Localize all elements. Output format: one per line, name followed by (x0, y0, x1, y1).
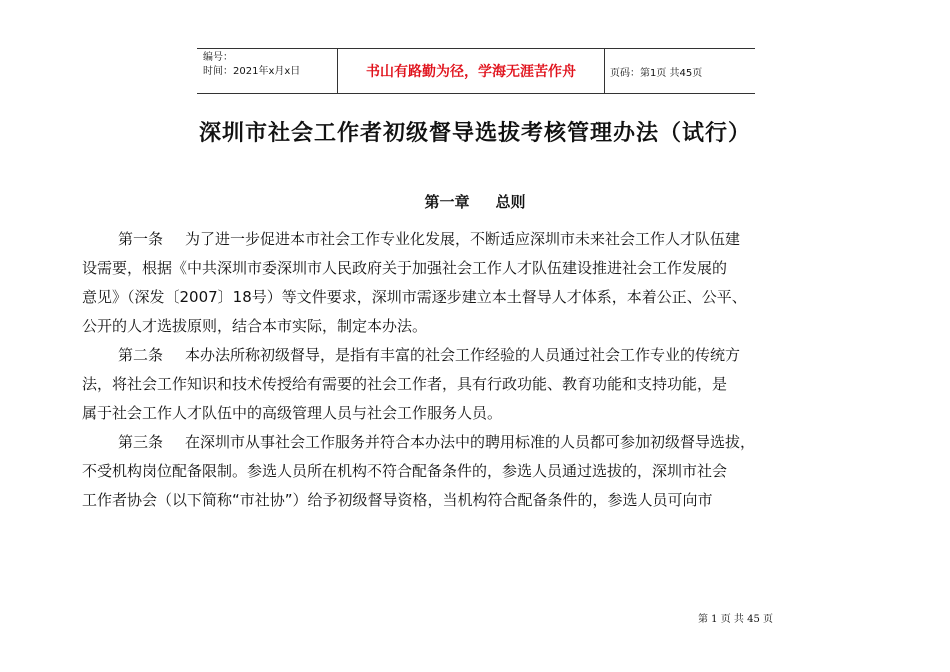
page-info: 页码：第1页 共45页 (610, 67, 703, 79)
chapter-title: 总则 (495, 193, 526, 211)
article-text-line: 公开的人才选拔原则，结合本市实际，制定本办法。 (82, 317, 428, 335)
header-meta-cell (197, 49, 338, 93)
article-text-line: 属于社会工作人才队伍中的高级管理人员与社会工作服务人员。 (82, 404, 503, 422)
footer-page-number: 第 1 页 共 45 页 (698, 614, 773, 625)
article-first-line (82, 225, 882, 254)
article-text-line: 意见》（深发〔2007〕18号）等文件要求，深圳市需逐步建立本土督导人才体系，本着公正、公平、 (82, 288, 747, 306)
motto-text: 书山有路勤为径，学海无涯苦作舟 (366, 64, 576, 80)
article-1 (82, 225, 882, 341)
header-page-cell (605, 49, 755, 93)
article-text-line: 设需要，根据《中共深圳市委深圳市人民政府关于加强社会工作人才队伍建设推进社会工作发展的 (82, 259, 728, 277)
chapter-label: 第一章 (424, 193, 470, 211)
document-body (82, 225, 882, 515)
article-first-line (82, 341, 882, 370)
article-text-line: 为了进一步促进本市社会工作专业化发展，不断适应深圳市未来社会工作人才队伍建 (185, 230, 741, 248)
header-table (197, 48, 755, 94)
article-first-line (82, 428, 882, 457)
article-text-line: 本办法所称初级督导，是指有丰富的社会工作经验的人员通过社会工作专业的传统方 (185, 346, 741, 364)
article-text-line: 工作者协会（以下简称“市社协”）给予初级督导资格，当机构符合配备条件的，参选人员可向市 (82, 491, 713, 509)
number-label: 编号： (203, 52, 233, 63)
time-label: 时间：2021年x月x日 (203, 66, 301, 77)
article-2 (82, 341, 882, 428)
article-text-line: 法，将社会工作知识和技术传授给有需要的社会工作者，具有行政功能、教育功能和支持功能，是 (82, 375, 728, 393)
chapter-heading (0, 191, 950, 212)
article-text-line: 在深圳市从事社会工作服务并符合本办法中的聘用标准的人员都可参加初级督导选拔， (185, 433, 756, 451)
article-label: 第三条 (118, 433, 164, 451)
article-label: 第一条 (118, 230, 164, 248)
article-3 (82, 428, 882, 515)
document-title: 深圳市社会工作者初级督导选拔考核管理办法（试行） (198, 120, 751, 146)
header-motto-cell (338, 49, 605, 93)
article-text-line: 不受机构岗位配备限制。参选人员所在机构不符合配备条件的，参选人员通过选拔的，深圳市社会 (82, 462, 728, 480)
article-label: 第二条 (118, 346, 164, 364)
